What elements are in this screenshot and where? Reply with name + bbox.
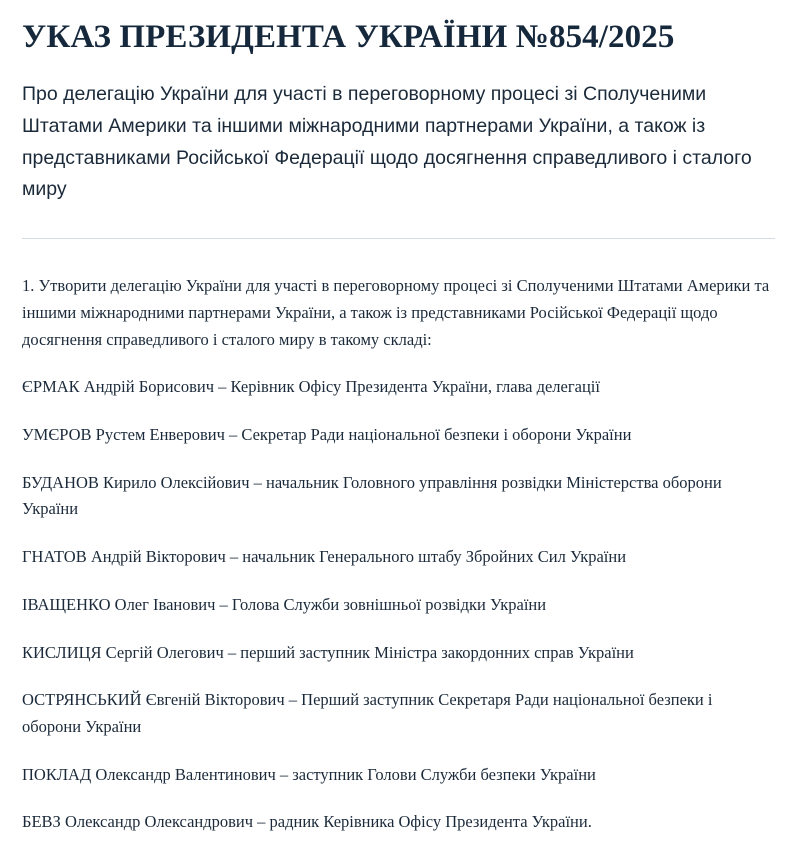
delegation-member-9: БЕВЗ Олександр Олександрович – радник Керівника Офісу Президента України. bbox=[22, 812, 592, 832]
delegation-member-8: ПОКЛАД Олександр Валентинович – заступник Голови Служби безпеки України bbox=[22, 764, 596, 784]
document-body bbox=[22, 273, 775, 836]
delegation-member-3: БУДАНОВ Кирило Олексійович – начальник Головного управління розвідки Міністерства оборони України bbox=[22, 472, 722, 519]
delegation-member-5: ІВАЩЕНКО Олег Іванович – Голова Служби зовнішньої розвідки України bbox=[22, 594, 547, 614]
delegation-member-1: ЄРМАК Андрій Борисович – Керівник Офісу Президента України, глава делегації bbox=[22, 377, 600, 397]
delegation-member-4: ГНАТОВ Андрій Вікторович – начальник Генерального штабу Збройних Сил України bbox=[22, 547, 627, 567]
delegation-member-7: ОСТРЯНСЬКИЙ Євгеній Вікторович – Перший заступник Секретаря Ради національної безпеки і оборони України bbox=[22, 690, 713, 736]
section-divider bbox=[22, 238, 775, 239]
page-title: УКАЗ ПРЕЗИДЕНТА УКРАЇНИ №854/2025 bbox=[22, 19, 675, 55]
delegation-member-2: УМЄРОВ Рустем Енверович – Секретар Ради національної безпеки і оборони України bbox=[22, 424, 632, 444]
document-subtitle: Про делегацію України для участі в переговорному процесі зі Сполученими Штатами Америки та іншими міжнародними партнерами України, а також із представниками Російської Федерації щодо досягнення справедливого і сталого миру bbox=[22, 82, 752, 201]
body-paragraph-1: 1. Утворити делегацію України для участі в переговорному процесі зі Сполученими Штатами Америки та іншими міжнародними партнерами України, а також із представниками Російської Федерації щодо досягнення справедливого і сталого миру в такому складі: bbox=[22, 276, 770, 349]
delegation-member-6: КИСЛИЦЯ Сергій Олегович – перший заступник Міністра закордонних справ України bbox=[22, 642, 634, 662]
